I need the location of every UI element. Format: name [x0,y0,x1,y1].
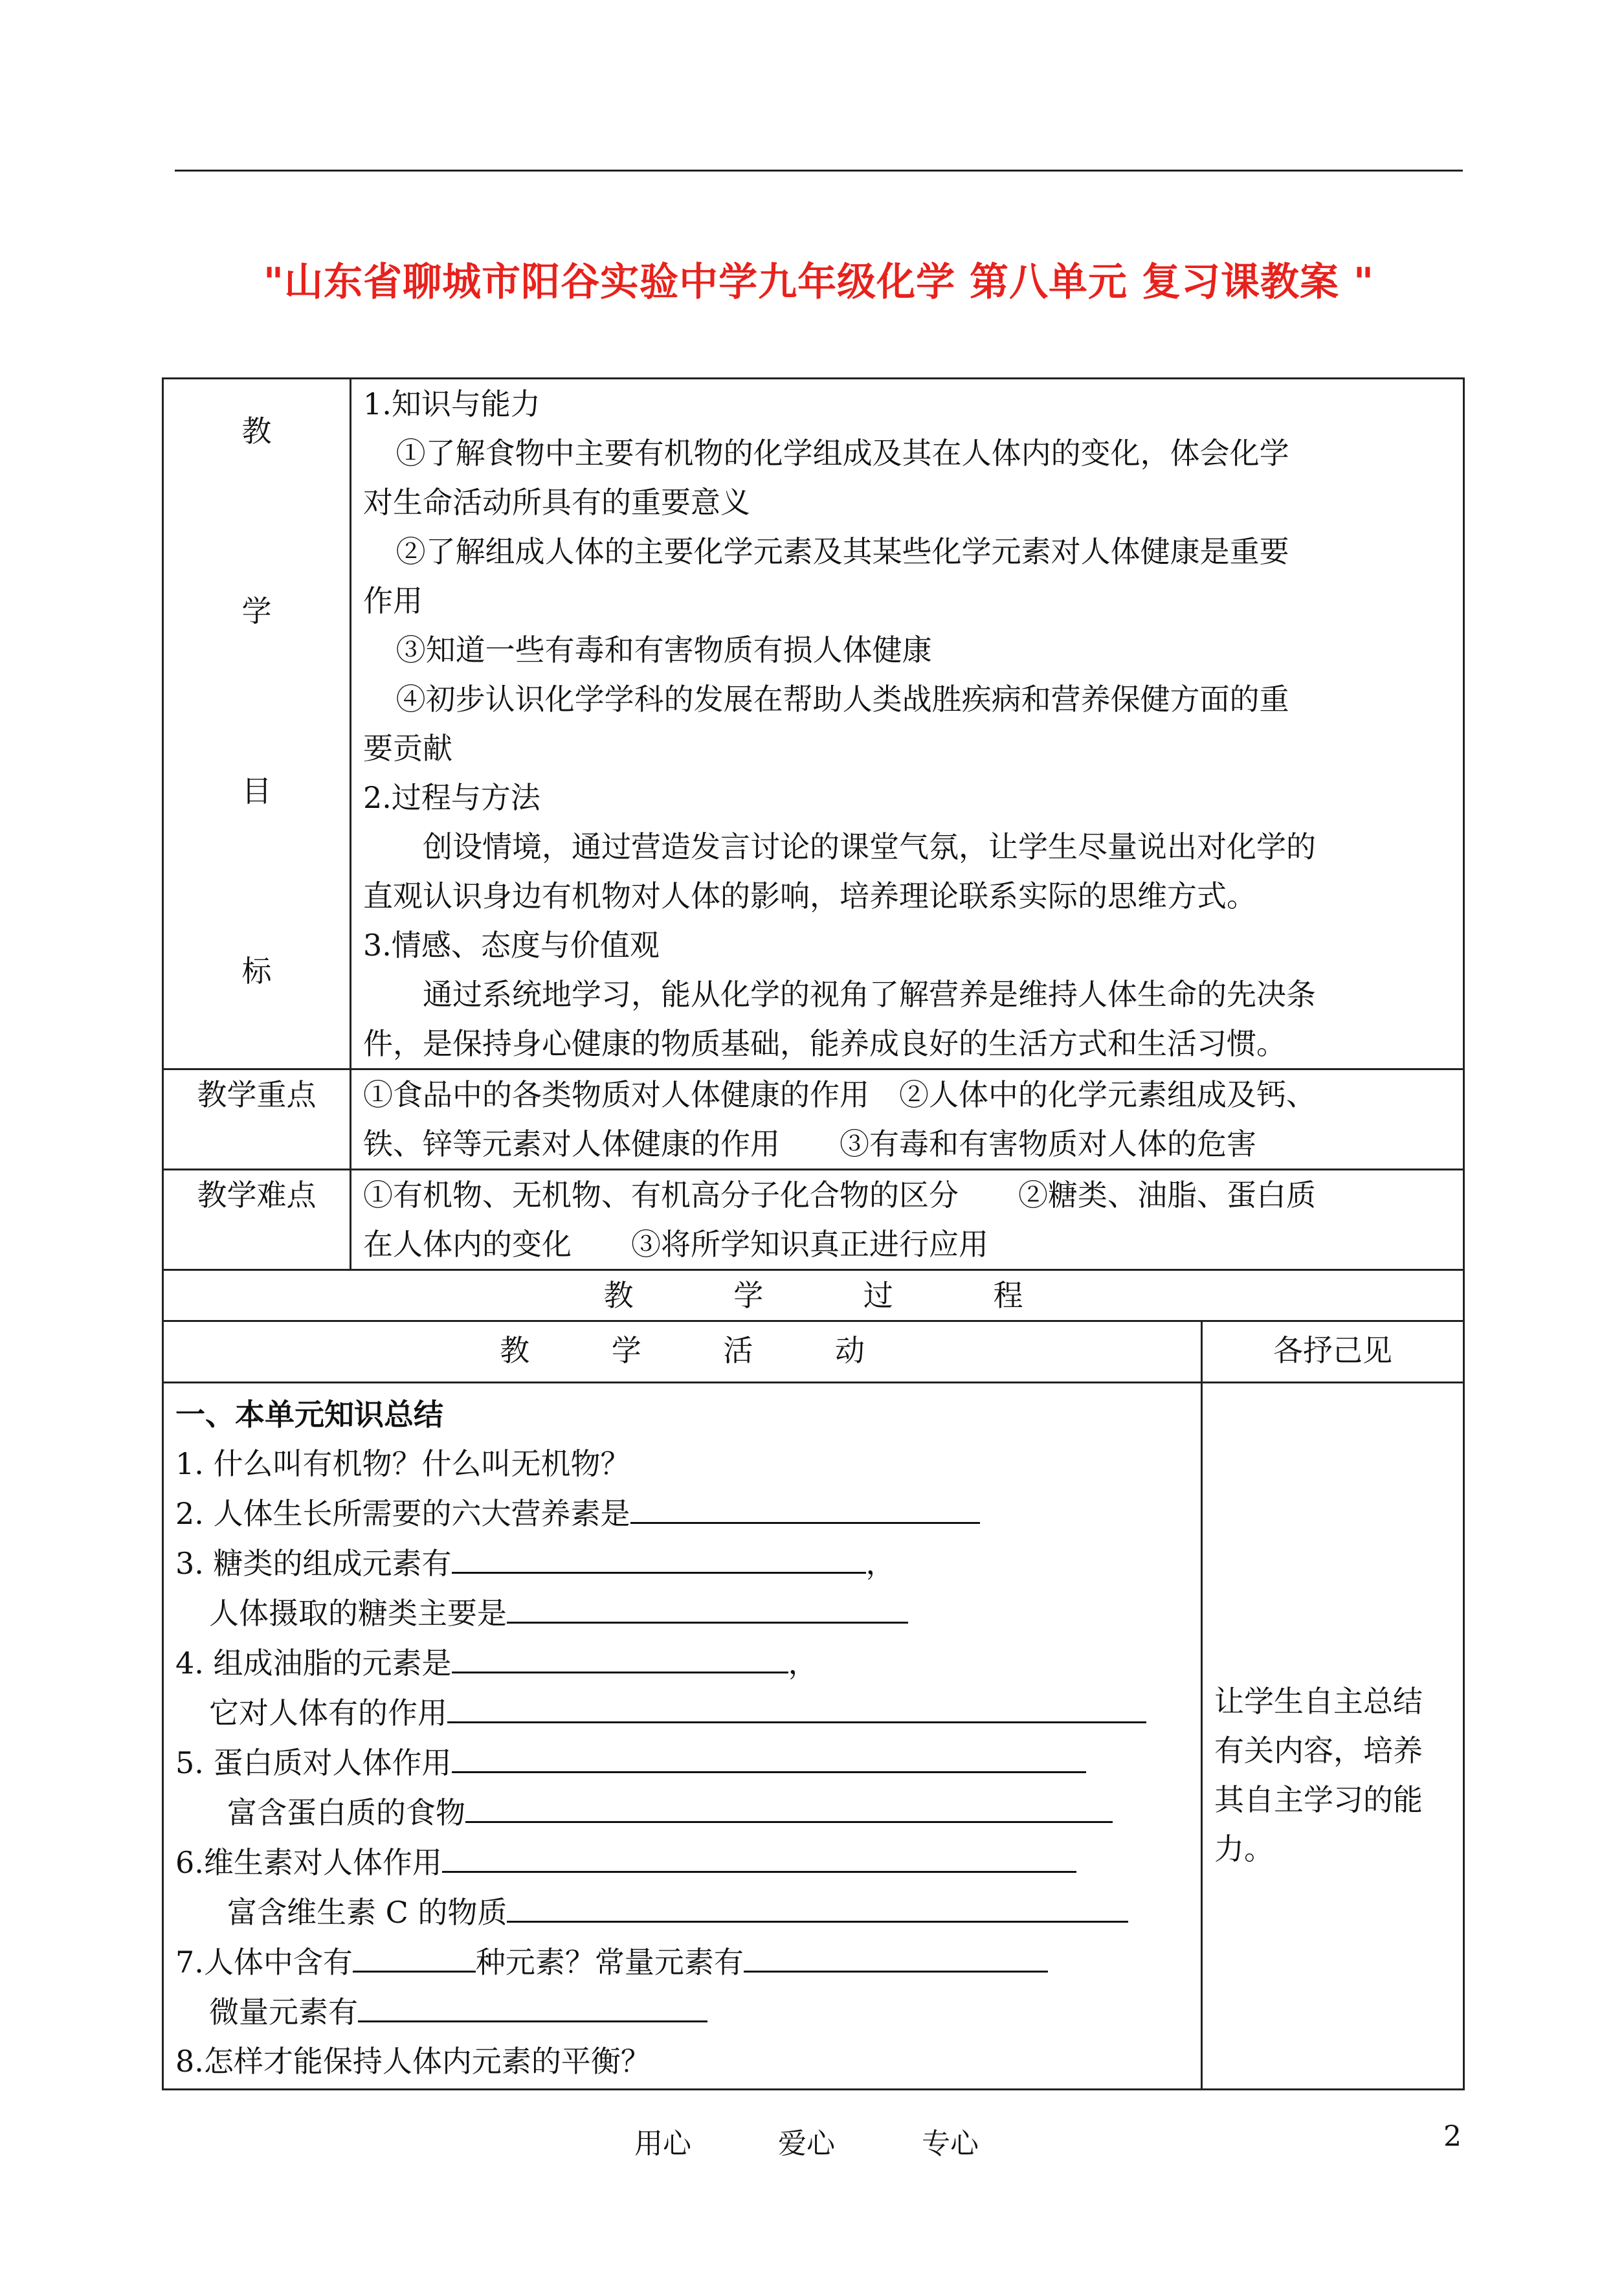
answer-blank[interactable] [452,1638,788,1673]
process-header-row [163,1270,1464,1321]
summary-heading: 一、本单元知识总结 [175,1397,443,1432]
answer-blank[interactable] [353,1937,476,1973]
answer-blank[interactable] [442,1837,1076,1873]
objective-text: ①了解食物中主要有机物的化学组成及其在人体内的变化，体会化学 [395,436,1289,471]
key-points-content: ①食品中的各类物质对人体健康的作用 ②人体中的化学元素组成及钙、 铁、锌等元素对人体健康的作用 ③有毒和有害物质对人体的危害 [351,1069,1464,1170]
process-header: 教 学 过 程 [163,1270,1464,1321]
key-points-row [163,1069,1464,1170]
footer-slogan: 用心 爱心 专心 [634,2127,979,2160]
notes-header: 各抒己见 [1202,1321,1464,1383]
objective-heading: 3.情感、态度与价值观 [363,928,660,963]
question-4b: 它对人体有的作用 [175,1688,1189,1738]
question-1: 1. 什么叫有机物？什么叫无机物？ [175,1446,630,1481]
lesson-plan-table [162,377,1465,2090]
objective-text: 直观认识身边有机物对人体的影响，培养理论联系实际的思维方式。 [363,878,1256,913]
document-title: "山东省聊城市阳谷实验中学九年级化学 第八单元 复习课教案 " [263,260,1375,305]
question-5b: 富含蛋白质的食物 [175,1787,1189,1837]
question-3b: 人体摄取的糖类主要是 [175,1588,1189,1638]
objectives-label: 教 学 目 标 [163,379,351,1069]
objective-text: 创设情境，通过营造发言讨论的课堂气氛，让学生尽量说出对化学的 [423,829,1316,864]
objective-text: 要贡献 [363,731,452,766]
header-rule [175,170,1463,172]
question-6b: 富含维生素 C 的物质 [175,1887,1189,1937]
comment-cell [1202,1383,1464,2090]
summary-row [163,1383,1464,2090]
difficulties-content: ①有机物、无机物、有机高分子化合物的区分 ②糖类、油脂、蛋白质 在人体内的变化 ③将所学知识真正进行应用 [351,1170,1464,1270]
objective-heading: 2.过程与方法 [363,780,540,815]
answer-blank[interactable] [744,1937,1048,1973]
objective-text: 作用 [363,583,423,618]
activity-header-row [163,1321,1464,1383]
answer-blank[interactable] [630,1488,980,1524]
objective-text: 对生命活动所具有的重要意义 [363,485,750,520]
answer-blank[interactable] [452,1538,866,1574]
difficulties-label: 教学难点 [163,1170,351,1270]
page-number: 2 [1443,2120,1462,2153]
question-7: 7.人体中含有 种元素？常量元素有 [175,1937,1189,1987]
difficulties-row [163,1170,1464,1270]
question-2: 2. 人体生长所需要的六大营养素是 [175,1488,1189,1538]
answer-blank[interactable] [507,1588,908,1624]
objective-text: 通过系统地学习，能从化学的视角了解营养是维持人体生命的先决条 [423,977,1316,1012]
question-5: 5. 蛋白质对人体作用 [175,1738,1189,1787]
objective-text: ②了解组成人体的主要化学元素及其某些化学元素对人体健康是重要 [395,534,1289,569]
answer-blank[interactable] [507,1887,1128,1923]
answer-blank[interactable] [465,1787,1113,1823]
question-6: 6.维生素对人体作用 [175,1837,1189,1887]
summary-content [163,1383,1202,2090]
activity-header: 教 学 活 动 [163,1321,1202,1383]
answer-blank[interactable] [447,1688,1146,1723]
objective-text: ④初步认识化学学科的发展在帮助人类战胜疾病和营养保健方面的重 [395,682,1289,717]
objectives-content [351,379,1464,1069]
answer-blank[interactable] [358,1987,707,2022]
question-7b: 微量元素有 [175,1987,1189,2037]
objectives-row [163,379,1464,1069]
question-8: 8.怎样才能保持人体内元素的平衡？ [175,2044,651,2079]
objective-heading: 1.知识与能力 [363,386,540,421]
teaching-comment: 让学生自主总结有关内容，培养其自主学习的能力。 [1214,1683,1423,1866]
objective-text: 件，是保持身心健康的物质基础，能养成良好的生活方式和生活习惯。 [363,1026,1286,1061]
answer-blank[interactable] [452,1738,1086,1773]
question-3: 3. 糖类的组成元素有 ， [175,1538,1189,1588]
key-points-label: 教学重点 [163,1069,351,1170]
objective-text: ③知道一些有毒和有害物质有损人体健康 [395,632,932,667]
question-4: 4. 组成油脂的元素是 ， [175,1638,1189,1688]
